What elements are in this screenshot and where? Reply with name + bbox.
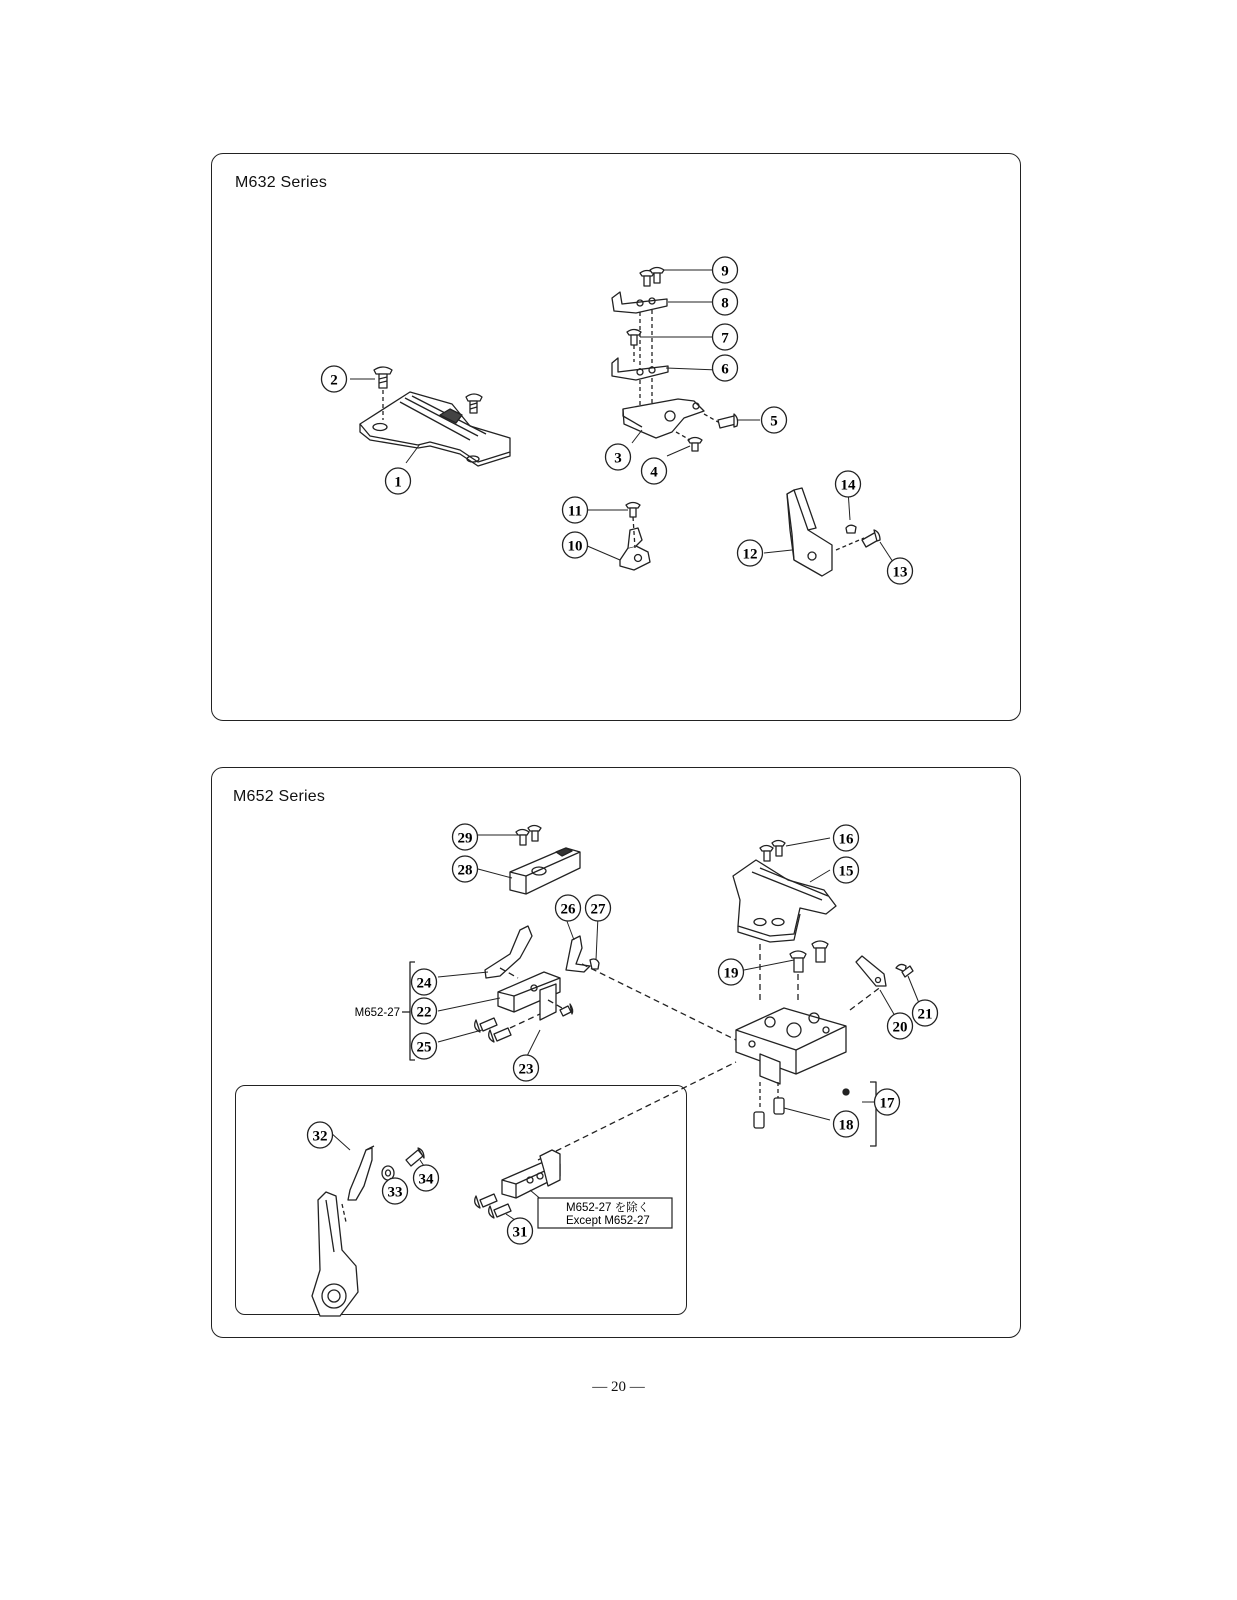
svg-text:26: 26 (560, 901, 576, 918)
m652-series-title: M652 Series (233, 788, 326, 805)
svg-text:27: 27 (590, 901, 606, 918)
callout-12 (738, 540, 763, 566)
callout-24 (412, 969, 437, 995)
exception-note-jp: M652-27 を除く (566, 1202, 650, 1214)
guide-plate-part (856, 956, 913, 986)
svg-text:33: 33 (387, 1184, 403, 1201)
svg-text:10: 10 (567, 538, 583, 555)
callout-6 (713, 355, 738, 381)
looper-bracket-part (787, 488, 880, 576)
callout-2 (322, 366, 347, 392)
svg-text:22: 22 (416, 1004, 432, 1021)
svg-text:20: 20 (892, 1019, 908, 1036)
callout-20 (888, 1013, 913, 1039)
svg-text:11: 11 (567, 503, 583, 520)
callout-34 (414, 1165, 439, 1191)
svg-text:19: 19 (723, 965, 739, 982)
svg-text:6: 6 (721, 361, 729, 378)
callout-3 (606, 444, 631, 470)
callout-19 (719, 959, 744, 985)
svg-text:16: 16 (838, 831, 854, 848)
callout-11 (563, 497, 588, 523)
svg-text:3: 3 (614, 450, 622, 467)
svg-text:31: 31 (512, 1224, 528, 1241)
callout-29 (453, 824, 478, 850)
callout-17 (875, 1089, 900, 1115)
variant-label: M652-27 (354, 1007, 400, 1019)
bracket-17 (870, 1082, 876, 1146)
svg-text:12: 12 (742, 546, 758, 563)
svg-text:13: 13 (892, 564, 908, 581)
svg-text:5: 5 (770, 413, 778, 430)
exception-note (538, 1198, 672, 1228)
svg-text:9: 9 (721, 263, 729, 280)
callout-25 (412, 1033, 437, 1059)
callout-16 (834, 825, 859, 851)
looper-arm-part (312, 1146, 424, 1316)
svg-text:8: 8 (721, 295, 729, 312)
callout-8 (713, 289, 738, 315)
exception-note-en: Except M652-27 (566, 1215, 650, 1227)
callout-15 (834, 857, 859, 883)
needle-plate-m652-part (733, 841, 836, 943)
callout-1 (386, 468, 411, 494)
svg-text:18: 18 (838, 1117, 854, 1134)
callout-13 (888, 558, 913, 584)
svg-text:14: 14 (840, 477, 856, 494)
svg-text:32: 32 (312, 1128, 328, 1145)
svg-text:24: 24 (416, 975, 432, 992)
plate-screws (760, 941, 828, 1004)
callout-32 (308, 1122, 333, 1148)
callout-23 (514, 1055, 539, 1081)
callout-14 (836, 471, 861, 497)
callout-28 (453, 856, 478, 882)
callout-18 (834, 1111, 859, 1137)
svg-text:25: 25 (416, 1039, 432, 1056)
callout-27 (586, 895, 611, 921)
looper-holder-assembly (475, 926, 599, 1042)
callout-31 (508, 1218, 533, 1244)
svg-text:21: 21 (917, 1006, 933, 1023)
page-number: — 20 — (592, 1379, 645, 1395)
svg-text:4: 4 (650, 464, 658, 481)
svg-text:23: 23 (518, 1061, 534, 1078)
callout-22 (412, 998, 437, 1024)
svg-text:17: 17 (879, 1095, 895, 1112)
callout-33 (383, 1178, 408, 1204)
callout-4 (642, 458, 667, 484)
svg-text:2: 2 (330, 372, 338, 389)
callout-21 (913, 1000, 938, 1026)
svg-text:15: 15 (838, 863, 854, 880)
svg-text:1: 1 (394, 474, 402, 491)
svg-text:29: 29 (457, 830, 473, 847)
presser-block-part (510, 826, 580, 895)
svg-text:7: 7 (721, 330, 729, 347)
needle-plate-part (360, 392, 510, 466)
svg-text:28: 28 (457, 862, 473, 879)
callout-26 (556, 895, 581, 921)
thread-guide-part (620, 503, 650, 571)
callout-10 (563, 532, 588, 558)
callout-7 (713, 324, 738, 350)
callout-9 (713, 257, 738, 283)
svg-text:34: 34 (418, 1171, 434, 1188)
m632-series-title: M632 Series (235, 174, 328, 191)
callout-5 (762, 407, 787, 433)
